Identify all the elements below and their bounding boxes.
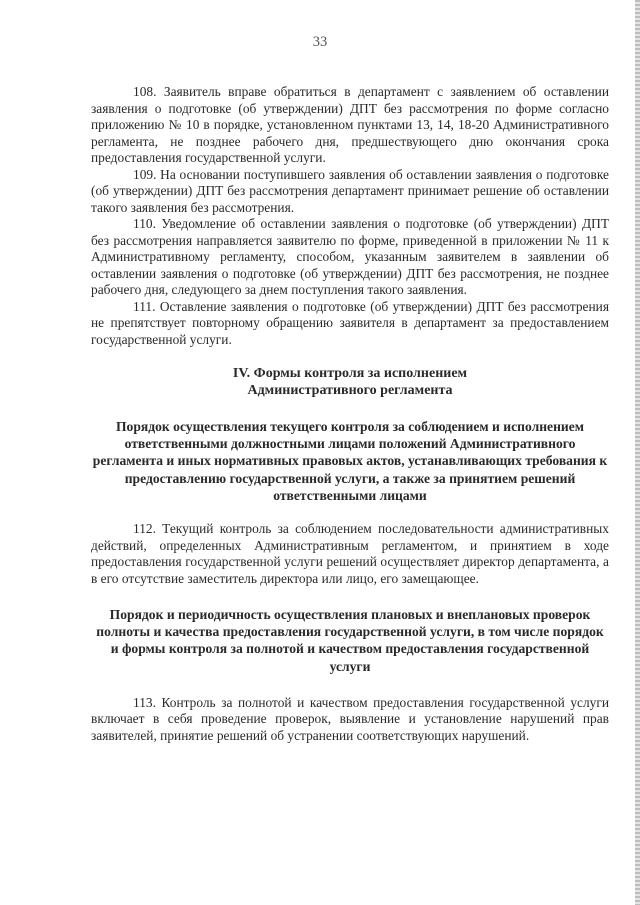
section-heading-line1: IV. Формы контроля за исполнением: [232, 366, 468, 381]
paragraph-113: 113. Контроль за полнотой и качеством предоставления государственной услуги включает в себя проведение проверок, выявление и установление нарушений прав заявителей, принятие решений об устранении соответствующих нарушений.: [91, 694, 609, 743]
scan-edge: [635, 0, 640, 905]
subheading-inspections: Порядок и периодичность осуществления плановых и внеплановых проверок полноты и качества предоставления государственной услуги, в том числе порядок и формы контроля за полнотой и качеством предоставления государственной услуги: [96, 607, 604, 674]
subheading-current-control: Порядок осуществления текущего контроля за соблюдением и исполнением ответственными должностными лицами положений Административного регламента и иных нормативных правовых актов, устанавливающих требования к предоставлению государственной услуги, а также за принятием решений ответственными лицами: [92, 419, 608, 503]
paragraph-110: 110. Уведомление об оставлении заявления о подготовке (об утверждении) ДПТ без рассмотрения направляется заявителю по форме, приведенной в приложении № 11 к Административному регламенту, способом, указанным заявителем в заявлении об оставлении заявления о подготовке (об утверждении) ДПТ без рассмотрения, не позднее рабочего дня, следующего за днем поступления такого заявления.: [91, 216, 609, 297]
document-body: [91, 84, 609, 744]
paragraph-111: 111. Оставление заявления о подготовке (об утверждении) ДПТ без рассмотрения не препятствует повторному обращению заявителя в департамент за предоставлением государственной услуги.: [91, 298, 609, 347]
section-heading-line2: Административного регламента: [247, 383, 453, 398]
spacer: [91, 675, 609, 695]
paragraph-109: 109. На основании поступившего заявления об оставлении заявления о подготовке (об утверждении) ДПТ без рассмотрения департамент принимает решение об оставлении такого заявления без рассмотрения.: [91, 166, 609, 215]
paragraph-112: 112. Текущий контроль за соблюдением последовательности административных действий, определенных Административным регламентом, и принятием в ходе предоставления государственной услуги решений осуществляет директор департамента, а в его отсутствие заместитель директора или лицо, его замещающее.: [91, 521, 609, 586]
section-heading: [91, 365, 609, 399]
page-number: 33: [312, 34, 328, 50]
paragraph-108: 108. Заявитель вправе обратиться в департамент с заявлением об оставлении заявления о подготовке (об утверждении) ДПТ без рассмотрения по форме согласно приложению № 10 в порядке, установленном пунктами 13, 14, 18-20 Административного регламента, не позднее рабочего дня, предшествующего дню окончания срока предоставления государственной услуги.: [91, 84, 609, 165]
spacer: [91, 504, 609, 521]
